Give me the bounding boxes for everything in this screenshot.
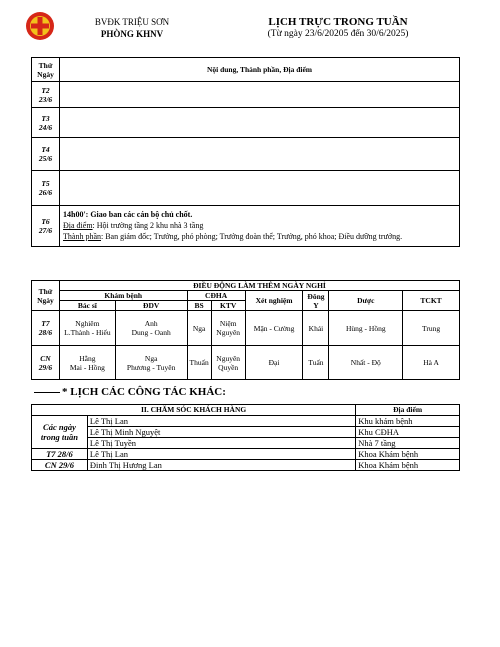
hospital-logo-icon [25, 11, 55, 41]
col-ddv: ĐDV [115, 301, 187, 311]
col-ktv: KTV [211, 301, 245, 311]
ktv-cell: Nguyên Quyền [211, 346, 245, 380]
staff-place: Khu CĐHA [356, 427, 460, 438]
day-cell: T6 27/6 [32, 206, 60, 247]
header-title-block [228, 16, 448, 40]
table-row [32, 108, 460, 138]
ktv-cell: Niệm Nguyên [211, 311, 245, 346]
col-xet-nghiem: Xét nghiệm [245, 291, 303, 311]
col-bac-si: Bác sĩ [59, 301, 115, 311]
col-tckt: TCKT [403, 291, 460, 311]
table-row [32, 171, 460, 206]
day-cell: T5 26/6 [32, 171, 60, 206]
table-row [32, 449, 460, 460]
weekly-schedule-table [31, 57, 460, 247]
org-name: BVĐK TRIỆU SƠN [94, 17, 170, 27]
meeting-place: Địa điểm: Hội trường tầng 2 khu nhà 3 tầng [63, 221, 204, 230]
table-row [32, 346, 460, 380]
customer-care-table [31, 404, 460, 471]
table-row [32, 138, 460, 171]
heading-rule [34, 392, 60, 393]
staff-name: Lê Thị Lan [87, 416, 355, 427]
duoc-cell: Nhất - Độ [329, 346, 403, 380]
col-place: Địa điểm [356, 405, 460, 416]
table-row [32, 311, 460, 346]
day-cell: CN 29/6 [32, 346, 60, 380]
col-care-title: II. CHĂM SÓC KHÁCH HÀNG [32, 405, 356, 416]
bs-cell: Nga [187, 311, 211, 346]
group-kham-benh: Khám bệnh [59, 291, 187, 301]
col-day-header: Thứ Ngày [32, 281, 60, 311]
table-row [32, 416, 460, 427]
content-cell [60, 138, 460, 171]
dong-y-cell: Khải [303, 311, 329, 346]
staff-name: Lê Thị Lan [87, 449, 355, 460]
bacsi-cell: Hằng Mai - Hồng [59, 346, 115, 380]
content-cell [60, 82, 460, 108]
bacsi-cell: Nghiêm L.Thành - Hiếu [59, 311, 115, 346]
staff-name: Lê Thị Tuyền [87, 438, 355, 449]
day-cell: T7 28/6 [32, 311, 60, 346]
table-row [32, 82, 460, 108]
duoc-cell: Hùng - Hồng [329, 311, 403, 346]
staff-name: Lê Thị Minh Nguyệt [87, 427, 355, 438]
header-organization [72, 16, 192, 40]
table-header-row [32, 291, 460, 301]
table-header-row [32, 58, 460, 82]
ddv-cell: Nga Phương - Tuyên [115, 346, 187, 380]
day-cell: T4 25/6 [32, 138, 60, 171]
content-cell [60, 171, 460, 206]
weekend-title: ĐIỀU ĐỘNG LÀM THÊM NGÀY NGHỈ [59, 281, 459, 291]
table-row [32, 206, 460, 247]
col-duoc: Dược [329, 291, 403, 311]
staff-place: Khoa Khám bệnh [356, 460, 460, 471]
col-day-header: Thứ Ngày [32, 58, 60, 82]
ddv-cell: Anh Dung - Oanh [115, 311, 187, 346]
bs-cell: Thuấn [187, 346, 211, 380]
content-cell-friday [60, 206, 460, 247]
staff-place: Khoa Khám bệnh [356, 449, 460, 460]
table-row [32, 460, 460, 471]
page-subtitle: (Từ ngày 23/6/20205 đến 30/6/2025) [267, 29, 409, 39]
tckt-cell: Hà A [403, 346, 460, 380]
group-cdha: CĐHA [187, 291, 245, 301]
staff-place: Nhà 7 tầng [356, 438, 460, 449]
xn-cell: Mận - Cường [245, 311, 303, 346]
day-cell: T2 23/6 [32, 82, 60, 108]
page-title: LỊCH TRỰC TRONG TUẦN [268, 16, 408, 28]
meeting-title: 14h00': Giao ban các cán bộ chủ chốt. [63, 210, 193, 219]
xn-cell: Đại [245, 346, 303, 380]
col-bs: BS [187, 301, 211, 311]
dept-name: PHÒNG KHNV [100, 29, 164, 39]
tckt-cell: Trung [403, 311, 460, 346]
table-header-row [32, 281, 460, 291]
col-dong-y: Đông Y [303, 291, 329, 311]
day-cell: T7 28/6 [32, 449, 88, 460]
table-row [32, 427, 460, 438]
staff-place: Khu khám bệnh [356, 416, 460, 427]
table-header-row [32, 405, 460, 416]
col-content-header: Nội dung, Thành phần, Địa điểm [60, 58, 460, 82]
other-work-heading: * LỊCH CÁC CÔNG TÁC KHÁC: [34, 386, 226, 398]
day-cell: CN 29/6 [32, 460, 88, 471]
content-cell [60, 108, 460, 138]
meeting-members: Thành phần: Ban giám đốc; Trưởng, phó phòng; Trưởng đoàn thể; Trưởng, phó khoa; Điều dưỡng trưởng. [63, 232, 403, 241]
weekend-duty-table [31, 280, 460, 380]
day-cell: T3 24/6 [32, 108, 60, 138]
group-weekdays: Các ngày trong tuần [32, 416, 88, 449]
dong-y-cell: Tuấn [303, 346, 329, 380]
table-row [32, 438, 460, 449]
staff-name: Đinh Thị Hương Lan [87, 460, 355, 471]
